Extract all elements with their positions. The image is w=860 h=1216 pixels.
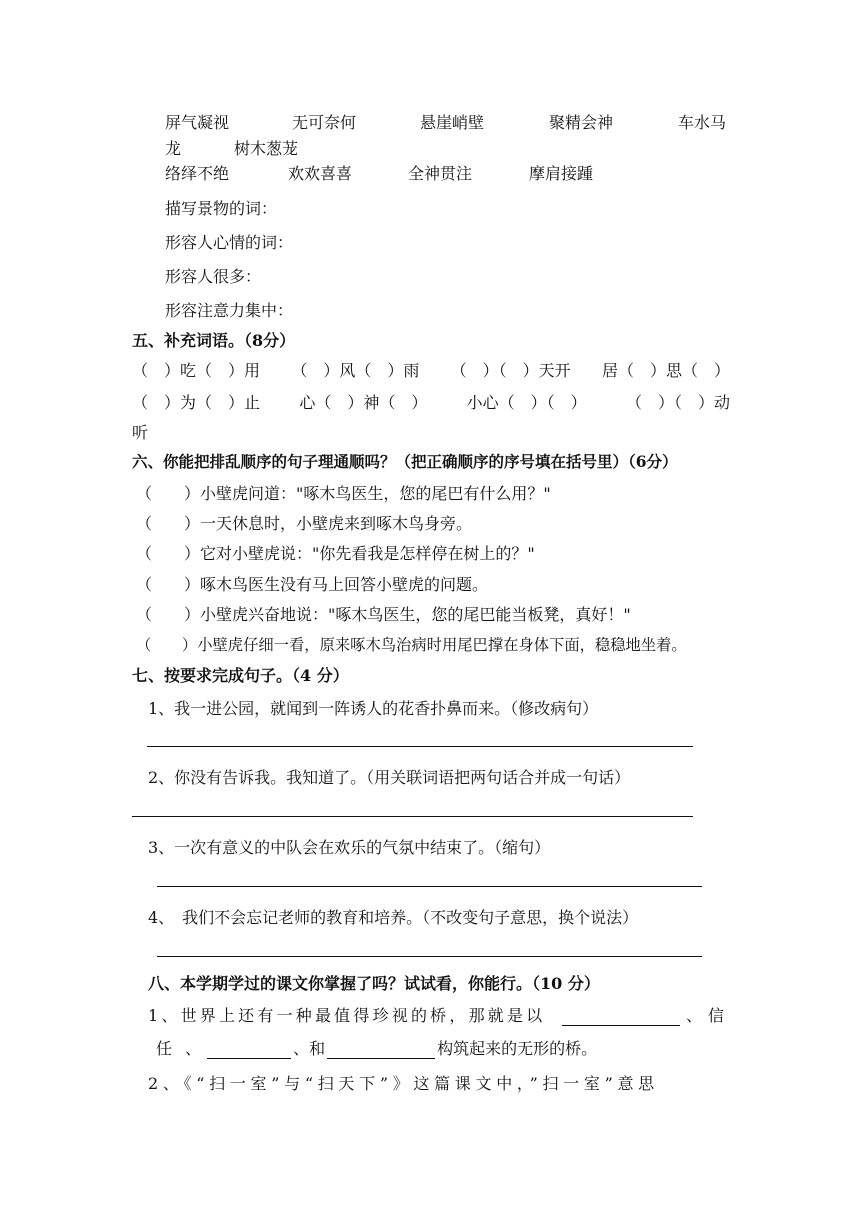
question-line (148, 1003, 730, 1026)
sentence-task: 1、我一进公园，就闻到一阵诱人的花香扑鼻而来。（修改病句） (148, 699, 599, 718)
fill-in-item[interactable]: 小心（ ）（ ） (466, 393, 587, 412)
fill-in-row (132, 390, 730, 413)
word-bank-item: 树木葱茏 (234, 139, 299, 158)
sentence-task: 3、一次有意义的中队会在欢乐的气氛中结束了。（缩句） (148, 838, 551, 857)
blank-field[interactable] (207, 1040, 291, 1059)
question-line (156, 1036, 597, 1059)
category-label: 形容注意力集中： (165, 301, 294, 320)
fill-in-item[interactable]: （ ）（ ）天开 (450, 361, 571, 380)
question-text: 、信 (685, 1006, 730, 1025)
ordering-item[interactable]: （ ）小壁虎兴奋地说："啄木鸟医生，您的尾巴能当板凳，真好！" (136, 605, 631, 624)
word-bank-item: 欢欢喜喜 (288, 164, 353, 183)
answer-line[interactable] (157, 956, 702, 957)
category-label: 形容人心情的词： (165, 233, 294, 252)
fill-in-item-continuation: 听 (132, 423, 149, 442)
ordering-item[interactable]: （ ）啄木鸟医生没有马上回答小壁虎的问题。 (136, 575, 489, 594)
blank-field[interactable] (562, 1007, 680, 1026)
question-text: 构筑起来的无形的桥。 (437, 1039, 598, 1058)
fill-in-item[interactable]: 心（ ）神（ ） (299, 393, 428, 412)
fill-in-item[interactable]: （ ）风（ ）雨 (291, 361, 420, 380)
word-bank-item: 龙 (165, 139, 182, 158)
section-title: 七、按要求完成句子。（4 分） (132, 666, 349, 685)
ordering-item[interactable]: （ ）一天休息时，小壁虎来到啄木鸟身旁。 (136, 514, 473, 533)
question-text: 任 、 (156, 1039, 206, 1058)
fill-in-item[interactable]: 居（ ）思（ ） (601, 361, 730, 380)
section-title: 六、你能把排乱顺序的句子理通顺吗？（把正确顺序的序号填在括号里）（6分） (132, 452, 678, 471)
ordering-item[interactable]: （ ）它对小壁虎说："你先看我是怎样停在树上的？" (136, 544, 535, 563)
answer-line[interactable] (157, 886, 702, 887)
ordering-item[interactable]: （ ）小壁虎仔细一看，原来啄木鸟治病时用尾巴撑在身体下面，稳稳地坐着。 (136, 636, 687, 654)
word-bank-item: 悬崖峭壁 (420, 113, 485, 132)
question-text: 2、《“扫一室”与“扫天下”》这篇课文中，”扫一室”意思 (148, 1074, 659, 1093)
category-label: 描写景物的词： (165, 199, 278, 218)
fill-in-row (132, 358, 730, 381)
question-text: 1、世界上还有一种最值得珍视的桥，那就是以 (148, 1006, 546, 1025)
fill-in-item[interactable]: （ ）（ ）动 (625, 393, 730, 412)
sentence-task: 2、你没有告诉我。我知道了。（用关联词语把两句话合并成一句话） (148, 768, 631, 787)
sentence-task: 4、 我们不会忘记老师的教育和培养。（不改变句子意思，换个说法） (148, 908, 639, 927)
question-text: 、和 (293, 1039, 326, 1058)
fill-in-item[interactable]: （ ）为（ ）止 (132, 393, 261, 412)
word-bank-item: 无可奈何 (292, 113, 357, 132)
word-bank-item: 聚精会神 (549, 113, 614, 132)
fill-in-item[interactable]: （ ）吃（ ）用 (132, 361, 261, 380)
section-title: 五、补充词语。（8分） (132, 331, 296, 350)
word-bank-item: 屏气凝视 (165, 113, 230, 132)
word-bank-item: 全神贯注 (408, 164, 473, 183)
blank-field[interactable] (327, 1040, 435, 1059)
category-label: 形容人很多： (165, 267, 262, 286)
word-bank-item: 车水马 (678, 113, 727, 132)
ordering-item[interactable]: （ ）小壁虎问道："啄木鸟医生，您的尾巴有什么用？" (136, 484, 551, 503)
section-title: 八、本学期学过的课文你掌握了吗？试试看，你能行。（10 分） (148, 974, 600, 993)
word-bank-item: 络绎不绝 (165, 164, 230, 183)
answer-line[interactable] (132, 816, 693, 817)
answer-line[interactable] (147, 746, 693, 747)
word-bank-item: 摩肩接踵 (529, 164, 594, 183)
